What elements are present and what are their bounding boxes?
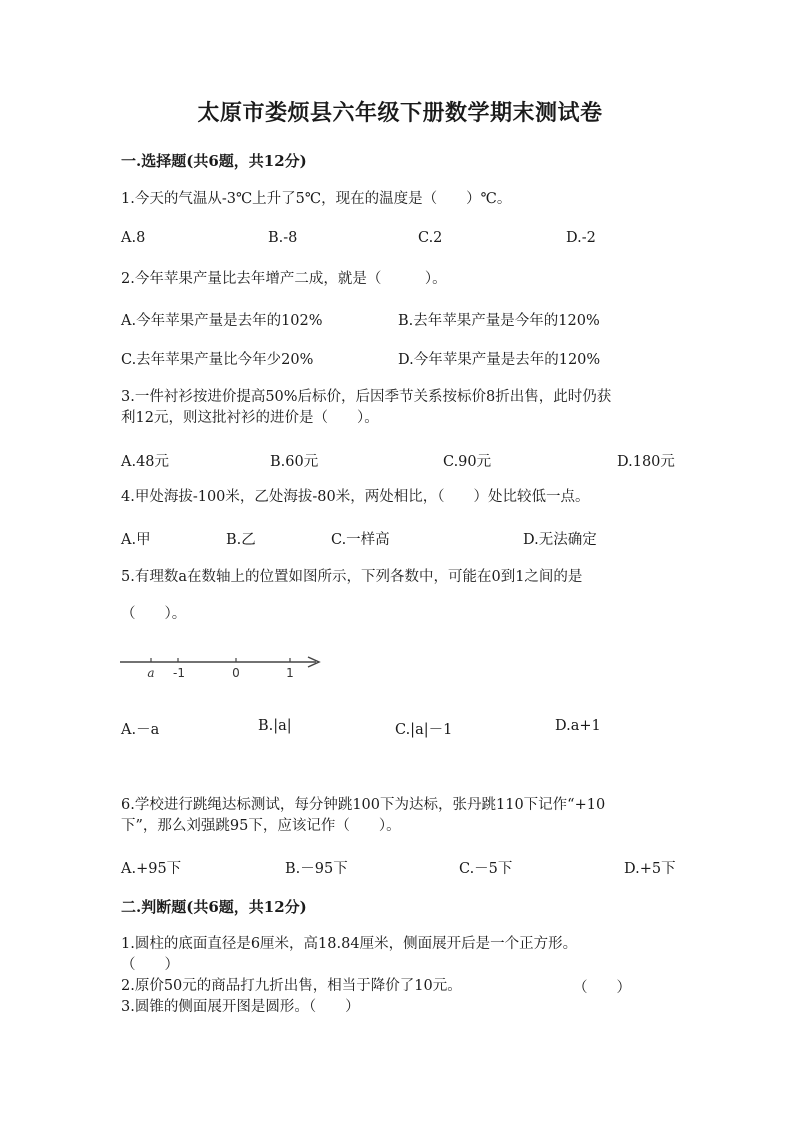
question-1-option-b[interactable]: B.-8 — [268, 230, 298, 246]
question-5-option-d[interactable]: D.a+1 — [555, 718, 601, 734]
question-2-option-c[interactable]: C.去年苹果产量比今年少20% — [121, 352, 314, 368]
question-4-text: 4.甲处海拔-100米，乙处海拔-80米，两处相比，（ ）处比较低一点。 — [121, 489, 590, 505]
axis-label-a: a — [147, 666, 155, 680]
question-5-option-a[interactable]: A.－a — [121, 722, 160, 738]
question-4-option-c[interactable]: C.一样高 — [331, 532, 390, 548]
axis-label-0: 0 — [232, 666, 240, 680]
question-6-option-b[interactable]: B.－95下 — [285, 861, 348, 877]
exam-title: 太原市娄烦县六年级下册数学期末测试卷 — [197, 100, 603, 126]
question-5-option-c[interactable]: C.|a|－1 — [395, 722, 453, 738]
question-1-text: 1.今天的气温从-3℃上升了5℃，现在的温度是（ ）℃。 — [121, 191, 512, 207]
section-heading-choice: 一.选择题(共6题，共12分) — [121, 152, 307, 170]
question-4-option-a[interactable]: A.甲 — [121, 532, 151, 548]
question-3-option-d[interactable]: D.180元 — [617, 454, 675, 470]
question-1-option-c[interactable]: C.2 — [418, 230, 443, 246]
question-1-option-a[interactable]: A.8 — [121, 230, 146, 246]
question-4-option-d[interactable]: D.无法确定 — [523, 532, 597, 548]
question-3-option-b[interactable]: B.60元 — [270, 454, 319, 470]
question-3-option-c[interactable]: C.90元 — [443, 454, 492, 470]
number-line-diagram — [118, 648, 328, 684]
judgement-1-text-line-1: 1.圆柱的底面直径是6厘米，高18.84厘米，侧面展开后是一个正方形。 — [121, 936, 578, 952]
question-6-option-d[interactable]: D.+5下 — [624, 861, 676, 877]
question-6-option-c[interactable]: C.－5下 — [459, 861, 513, 877]
axis-label-minus-1: -1 — [173, 666, 185, 680]
question-5-text-line-1: 5.有理数a在数轴上的位置如图所示，下列各数中，可能在0到1之间的是 — [121, 569, 583, 585]
question-2-option-a[interactable]: A.今年苹果产量是去年的102% — [121, 313, 323, 329]
judgement-1-answer-bracket[interactable]: （ ） — [121, 957, 179, 973]
question-3-text-line-2: 利12元，则这批衬衫的进价是（ ）。 — [121, 410, 379, 426]
question-6-option-a[interactable]: A.+95下 — [121, 861, 182, 877]
judgement-2-text: 2.原价50元的商品打九折出售，相当于降价了10元。 — [121, 978, 462, 994]
question-5-option-b[interactable]: B.|a| — [258, 718, 292, 734]
judgement-3-text: 3.圆锥的侧面展开图是圆形。（ ） — [121, 999, 360, 1015]
section-heading-judgement: 二.判断题(共6题，共12分) — [121, 898, 307, 916]
question-3-option-a[interactable]: A.48元 — [121, 454, 170, 470]
axis-label-1: 1 — [286, 666, 294, 680]
question-3-text-line-1: 3.一件衬衫按进价提高50%后标价，后因季节关系按标价8折出售，此时仍获 — [121, 389, 612, 405]
question-6-text-line-2: 下”，那么刘强跳95下，应该记作（ ）。 — [121, 818, 401, 834]
question-1-option-d[interactable]: D.-2 — [566, 230, 596, 246]
question-2-option-b[interactable]: B.去年苹果产量是今年的120% — [398, 313, 600, 329]
judgement-2-answer-bracket[interactable]: （ ） — [573, 980, 631, 996]
question-2-text: 2.今年苹果产量比去年增产二成，就是（ ）。 — [121, 271, 447, 287]
question-2-option-d[interactable]: D.今年苹果产量是去年的120% — [398, 352, 601, 368]
question-4-option-b[interactable]: B.乙 — [226, 532, 256, 548]
question-5-text-line-2: （ ）。 — [121, 606, 187, 622]
question-6-text-line-1: 6.学校进行跳绳达标测试，每分钟跳100下为达标，张丹跳110下记作“+10 — [121, 797, 606, 813]
